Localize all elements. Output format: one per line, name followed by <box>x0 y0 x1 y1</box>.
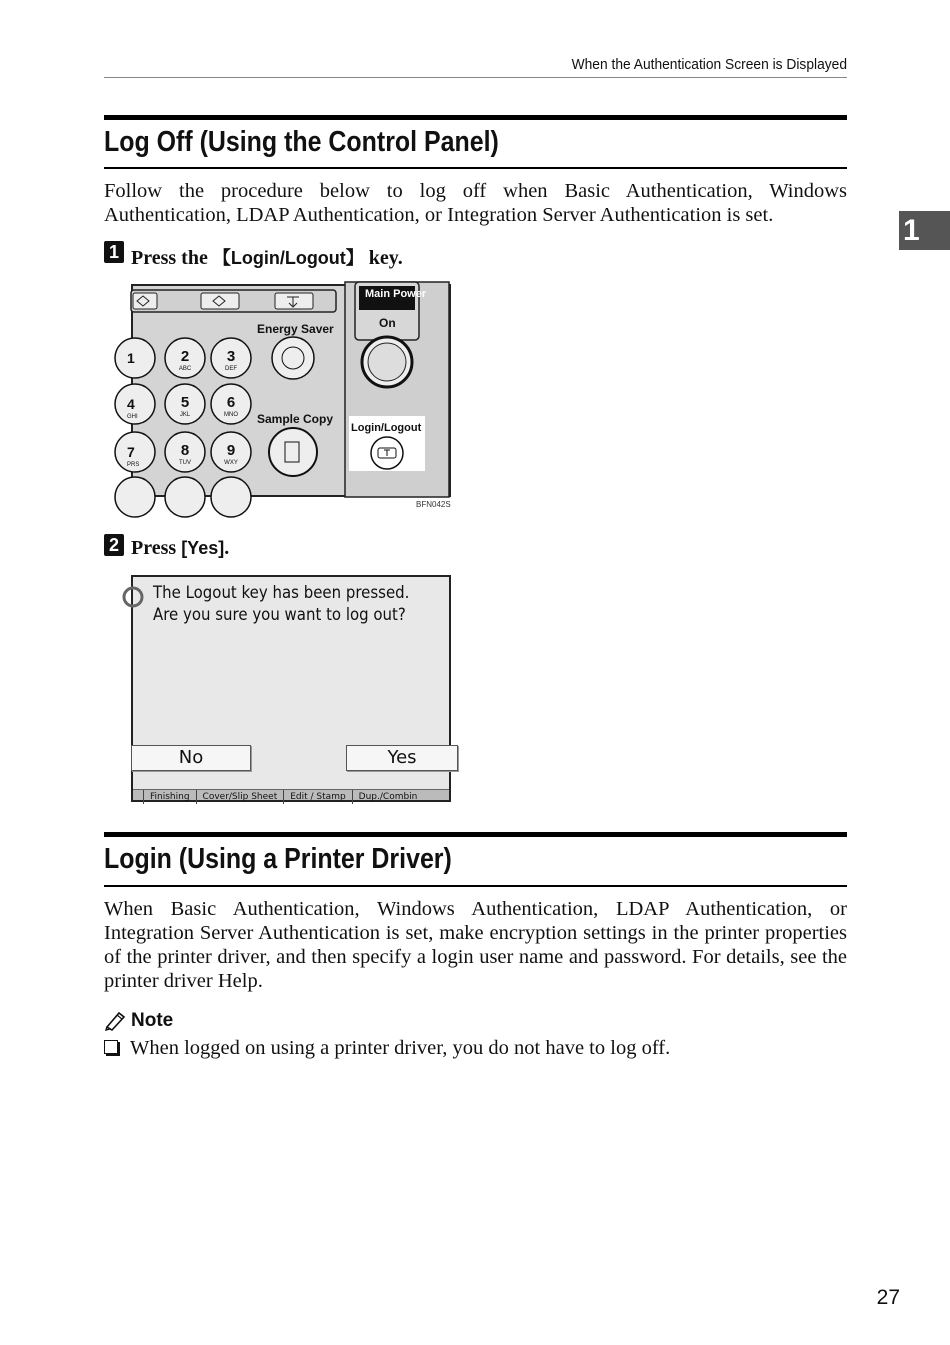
step-2-text <box>131 537 229 560</box>
section-2-rule-top <box>104 832 847 837</box>
key-5-digit: 5 <box>180 394 190 411</box>
page-number: 27 <box>876 1286 900 1309</box>
login-logout-key-ref: 【Login/Logout】 <box>212 248 364 268</box>
main-power-switch-inner <box>368 343 406 381</box>
section-rule-top <box>104 115 847 120</box>
key-1[interactable] <box>115 338 155 378</box>
tab-edit-stamp[interactable]: Edit / Stamp <box>283 790 351 804</box>
chapter-tab: 1 <box>899 211 950 250</box>
header-rule <box>104 77 847 78</box>
energy-saver-key[interactable] <box>272 337 314 379</box>
step-number-2: 2 <box>104 534 124 556</box>
key-6-letters: MNO <box>224 412 238 418</box>
on-label: On <box>379 316 396 330</box>
step-number-1: 1 <box>104 241 124 263</box>
logout-confirm-dialog <box>131 575 451 802</box>
running-header: When the Authentication Screen is Displayed <box>571 56 847 73</box>
key-7-digit: 7 <box>127 444 135 460</box>
key-star[interactable] <box>115 477 155 517</box>
intro-paragraph: Follow the procedure below to log off when Basic Authentication, Windows Authentication, LDAP Authentication, or Integration Server Authentication is set. <box>104 180 847 226</box>
main-power-label: Main Power <box>365 288 427 300</box>
tab-finishing[interactable]: Finishing <box>143 790 196 804</box>
key-8-digit: 8 <box>180 442 190 459</box>
login-paragraph: When Basic Authentication, Windows Authentication, LDAP Authentication, or Integration Server Authentication is set, make encryption settings in the printer properties of the printer driver, and then specify a login user name and password. For details, see the printer driver Help. <box>104 898 847 992</box>
section-rule-bottom <box>104 167 847 169</box>
key-2-digit: 2 <box>180 348 190 365</box>
sample-copy-key[interactable] <box>269 428 317 476</box>
sample-copy-label: Sample Copy <box>257 412 334 426</box>
key-3-letters: DEF <box>225 366 237 372</box>
control-panel-drawing <box>127 286 449 495</box>
key-9-letters: WXY <box>224 460 238 466</box>
key-4-letters: GHI <box>127 414 138 420</box>
step-1-post: key. <box>368 247 403 269</box>
note-item <box>104 1037 670 1060</box>
dialog-message-line-2: Are you sure you want to log out? <box>153 605 406 625</box>
step-1-pre: Press the <box>131 247 208 269</box>
key-3-digit: 3 <box>226 348 236 365</box>
key-4-digit: 4 <box>127 396 135 412</box>
key-hash[interactable] <box>211 477 251 517</box>
tab-cover-slip[interactable]: Cover/Slip Sheet <box>196 790 284 804</box>
no-button[interactable]: No <box>131 745 251 771</box>
function-tabs <box>133 789 449 800</box>
step-2-post: . <box>224 537 230 559</box>
section-title-log-off: Log Off (Using the Control Panel) <box>104 126 499 158</box>
key-8-letters: TUV <box>179 460 191 466</box>
note-label: Note <box>131 1010 174 1031</box>
key-7-letters: PRS <box>127 462 140 468</box>
key-1-digit: 1 <box>127 350 135 366</box>
checkbox-icon <box>104 1040 118 1054</box>
note-item-text: When logged on using a printer driver, you do not have to log off. <box>130 1037 671 1059</box>
top-key-interrupt[interactable] <box>201 293 239 309</box>
question-icon <box>129 585 143 615</box>
key-9-digit: 9 <box>226 442 236 459</box>
dialog-message-line-1: The Logout key has been pressed. <box>153 583 410 603</box>
section-title-login: Login (Using a Printer Driver) <box>104 843 452 875</box>
key-5-letters: JKL <box>179 412 191 418</box>
step-1-text <box>131 244 403 270</box>
figure-code: BFN042S <box>416 500 451 509</box>
pencil-note-icon <box>104 1010 128 1030</box>
section-2-rule-bottom <box>104 885 847 887</box>
key-6-digit: 6 <box>226 394 236 411</box>
login-logout-label: Login/Logout <box>351 422 422 434</box>
key-2-letters: ABC <box>178 366 192 372</box>
energy-saver-label: Energy Saver <box>257 322 334 336</box>
tab-dup-combine[interactable]: Dup./Combin <box>352 790 424 804</box>
control-panel-illustration <box>127 284 451 497</box>
yes-key-ref: [Yes] <box>181 538 225 558</box>
key-0[interactable] <box>165 477 205 517</box>
yes-button[interactable]: Yes <box>346 745 458 771</box>
step-2-pre: Press <box>131 537 177 559</box>
numeric-keypad <box>165 338 251 472</box>
